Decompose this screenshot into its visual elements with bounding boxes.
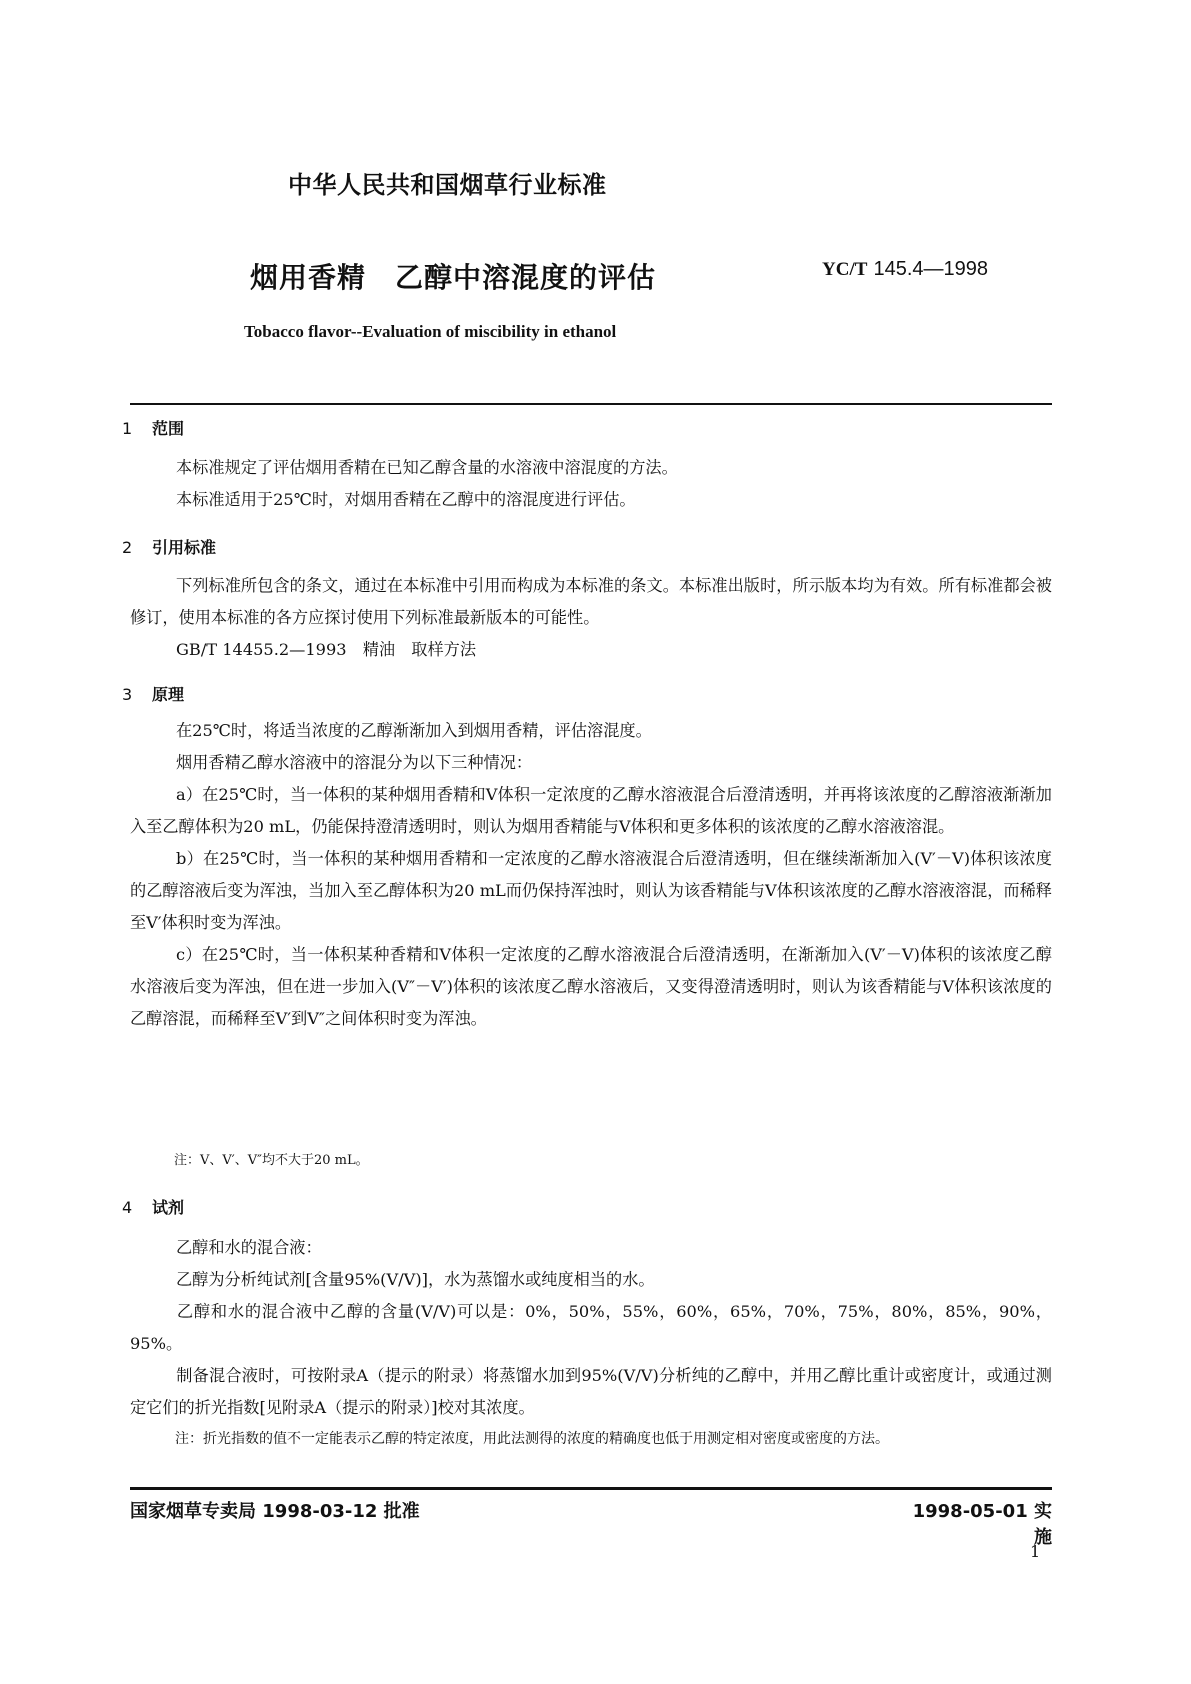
paragraph: 烟用香精乙醇水溶液中的溶混分为以下三种情况：: [176, 753, 533, 772]
section-number: 4: [122, 1198, 133, 1217]
paragraph: 本标准适用于25℃时，对烟用香精在乙醇中的溶混度进行评估。: [176, 490, 636, 509]
section-1-heading: [122, 416, 184, 439]
document-title-cn: 烟用香精 乙醇中溶混度的评估: [250, 261, 657, 294]
concentration-list: 乙醇和水的混合液中乙醇的含量(V/V)可以是：0%，50%，55%，60%，65%，70%，75%，80%，85%，90%，95%。: [130, 1302, 1052, 1353]
approval-info: 国家烟草专卖局 1998-03-12 批准: [130, 1501, 420, 1522]
section-title: 范围: [152, 419, 185, 438]
section-3-heading: [122, 682, 184, 705]
section-1-body: [130, 452, 1052, 516]
standard-type-heading: 中华人民共和国烟草行业标准: [288, 171, 607, 199]
header-divider: [130, 403, 1052, 405]
section-4-note: 注：折光指数的值不一定能表示乙醇的特定浓度，用此法测得的浓度的精确度也低于用测定相对密度或密度的方法。: [175, 1431, 889, 1447]
paragraph: 下列标准所包含的条文，通过在本标准中引用而构成为本标准的条文。本标准出版时，所示版本均为有效。所有标准都会被修订，使用本标准的各方应探讨使用下列标准最新版本的可能性。: [130, 576, 1052, 627]
implementation-date: 1998-05-01 实施: [912, 1501, 1052, 1548]
section-title: 引用标准: [152, 538, 217, 557]
section-3-note: 注：V、V′、V″均不大于20 mL。: [174, 1153, 369, 1168]
section-title: 原理: [152, 685, 185, 704]
paragraph: 本标准规定了评估烟用香精在已知乙醇含量的水溶液中溶混度的方法。: [176, 458, 678, 477]
paragraph: 乙醇和水的混合液：: [176, 1238, 322, 1257]
section-3-body: [130, 715, 1052, 1035]
document-title-en: Tobacco flavor--Evaluation of miscibility in ethanol: [244, 322, 617, 341]
section-number: 3: [122, 685, 133, 704]
section-number: 1: [122, 419, 133, 438]
case-a: a）在25℃时，当一体积的某种烟用香精和V体积一定浓度的乙醇水溶液混合后澄清透明，并再将该浓度的乙醇溶液渐渐加入至乙醇体积为20 mL，仍能保持澄清透明时，则认为烟用香精能与V体积和更多体积的该浓度的乙醇水溶液溶混。: [130, 785, 1052, 836]
case-b: b）在25℃时，当一体积的某种烟用香精和一定浓度的乙醇水溶液混合后澄清透明，但在继续渐渐加入(V′－V)体积该浓度的乙醇溶液后变为浑浊，当加入至乙醇体积为20 mL而仍保持浑浊时，则认为该香精能与V体积该浓度的乙醇水溶液溶混，而稀释至V′体积时变为浑浊。: [130, 849, 1052, 932]
standard-code: [822, 258, 988, 281]
section-4-heading: [122, 1195, 184, 1218]
standard-code-number: 145.4—1998: [873, 258, 988, 280]
section-title: 试剂: [152, 1198, 185, 1217]
referenced-standard: GB/T 14455.2—1993 精油 取样方法: [176, 640, 477, 659]
case-c: c）在25℃时，当一体积某种香精和V体积一定浓度的乙醇水溶液混合后澄清透明，在渐渐加入(V′－V)体积的该浓度乙醇水溶液后变为浑浊，但在进一步加入(V″－V′)体积的该浓度乙醇水溶液后，又变得澄清透明时，则认为该香精能与V体积该浓度的乙醇溶混，而稀释至V′到V″之间体积时变为浑浊。: [130, 945, 1052, 1028]
paragraph: 乙醇为分析纯试剂[含量95%(V/V)]，水为蒸馏水或纯度相当的水。: [176, 1270, 655, 1289]
page-number: 1: [1030, 1542, 1041, 1561]
section-number: 2: [122, 538, 133, 557]
paragraph: 制备混合液时，可按附录A（提示的附录）将蒸馏水加到95%(V/V)分析纯的乙醇中，并用乙醇比重计或密度计，或通过测定它们的折光指数[见附录A（提示的附录）]校对其浓度。: [130, 1366, 1052, 1417]
section-2-heading: [122, 535, 216, 558]
standard-code-prefix: YC/T: [822, 259, 868, 280]
section-2-body: [130, 570, 1052, 666]
footer-divider: [130, 1487, 1052, 1490]
paragraph: 在25℃时，将适当浓度的乙醇渐渐加入到烟用香精，评估溶混度。: [176, 721, 652, 740]
section-4-body: [130, 1232, 1052, 1424]
